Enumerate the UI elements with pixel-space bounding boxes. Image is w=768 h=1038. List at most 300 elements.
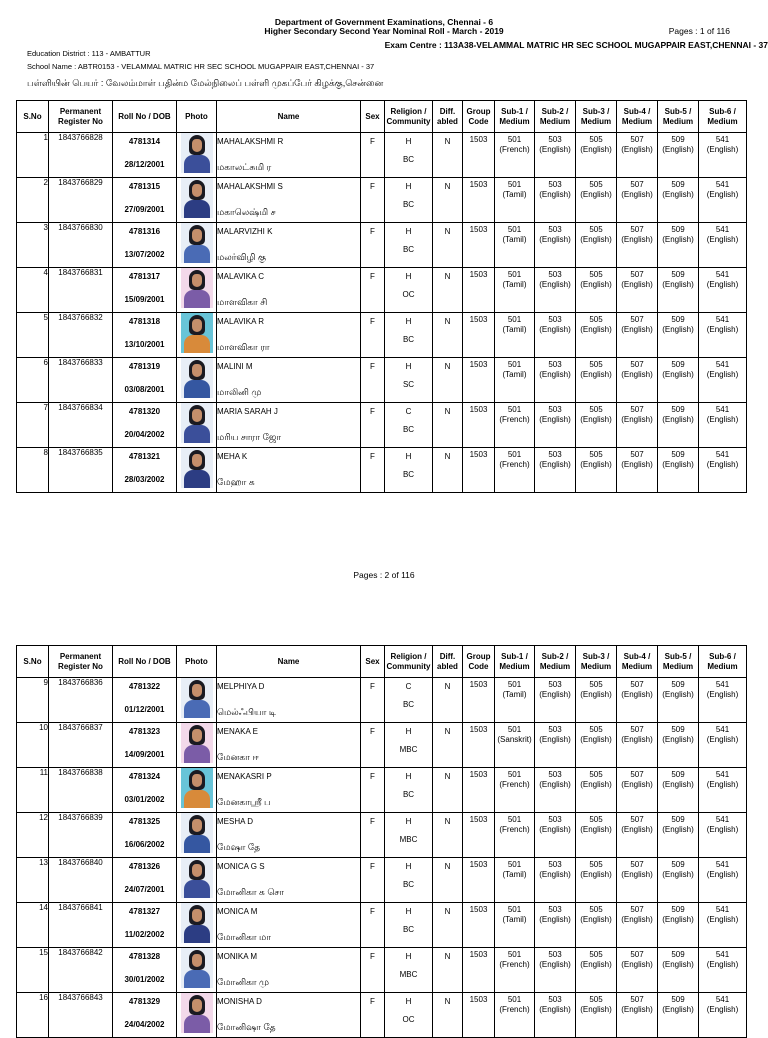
med-text: (English) [662, 370, 694, 379]
photo-cell [177, 313, 217, 358]
sub-2-cell [535, 268, 576, 313]
code-text: 507 [630, 995, 644, 1004]
code-text: 507 [630, 225, 644, 234]
med-text: (English) [706, 780, 739, 789]
code-text: 503 [548, 815, 562, 824]
sx-text: F [370, 997, 375, 1006]
register-no-cell: 1843766835 [49, 448, 113, 493]
student-photo [181, 313, 213, 353]
med-text: (Tamil) [502, 190, 527, 199]
sub-5-cell [658, 313, 699, 358]
dob-text: 27/09/2001 [124, 205, 165, 214]
dob-text: 28/03/2002 [124, 475, 165, 484]
code-text: 503 [548, 225, 562, 234]
student-photo [181, 813, 213, 853]
sub-2-cell [535, 313, 576, 358]
med-text: (English) [621, 235, 653, 244]
sub-5-cell [658, 948, 699, 993]
en-text: MONISHA D [217, 997, 262, 1006]
sub-3-cell [576, 678, 617, 723]
col-photo: Photo [177, 101, 217, 133]
med-text: (Tamil) [502, 370, 527, 379]
roll-text: 4781327 [128, 907, 161, 916]
code-text: 503 [548, 405, 562, 414]
med-text: (English) [662, 690, 694, 699]
df-text: N [444, 362, 451, 371]
en-text: MAHALAKSHMI R [217, 137, 284, 146]
sno-cell: 16 [17, 993, 49, 1038]
code-text: 541 [715, 680, 730, 689]
med-text: (English) [539, 870, 571, 879]
med-text: (English) [706, 415, 739, 424]
en-text: MONIKA M [217, 952, 258, 961]
code-text: 509 [671, 860, 685, 869]
code-text: 503 [548, 905, 562, 914]
med-text: (English) [539, 690, 571, 699]
code-text: 503 [548, 135, 562, 144]
med-text: (English) [662, 960, 694, 969]
student-photo [181, 723, 213, 763]
df-text: N [444, 862, 451, 871]
col-name: Name [217, 101, 361, 133]
med-text: (English) [706, 690, 739, 699]
register-no-cell: 1843766828 [49, 133, 113, 178]
table-row [17, 678, 747, 723]
roll-dob-cell [113, 358, 177, 403]
med-text: (English) [662, 280, 694, 289]
sno-cell: 15 [17, 948, 49, 993]
sub-6-cell [699, 448, 747, 493]
sno-cell: 13 [17, 858, 49, 903]
sno-cell: 3 [17, 223, 49, 268]
dob-text: 13/07/2002 [124, 250, 165, 259]
med-text: (English) [706, 280, 739, 289]
col-sub-2: Sub-2 / Medium [535, 101, 576, 133]
sno-cell: 10 [17, 723, 49, 768]
code-text: 501 [507, 450, 522, 459]
religion-community-cell [385, 903, 433, 948]
name-cell [217, 858, 361, 903]
code-text: 509 [671, 950, 685, 959]
code-text: 501 [507, 950, 522, 959]
name-cell [217, 723, 361, 768]
sub-1-cell [495, 678, 535, 723]
code-text: 501 [507, 315, 522, 324]
code-text: 501 [507, 405, 522, 414]
med-text: (Sanskrit) [497, 735, 532, 744]
med-text: (English) [706, 735, 739, 744]
sub-3-cell [576, 813, 617, 858]
med-text: (English) [580, 870, 612, 879]
col-group-code: Group Code [463, 101, 495, 133]
col-sub-6: Sub-6 / Medium [699, 646, 747, 678]
sno-cell: 5 [17, 313, 49, 358]
gc-text: 1503 [469, 905, 488, 914]
sub-6-cell [699, 223, 747, 268]
group-code-cell [463, 903, 495, 948]
med-text: (English) [706, 825, 739, 834]
student-photo [181, 448, 213, 488]
group-code-cell [463, 858, 495, 903]
med-text: (English) [621, 280, 653, 289]
sub-1-cell [495, 993, 535, 1038]
dob-text: 11/02/2002 [124, 930, 165, 939]
med-text: (English) [539, 145, 571, 154]
sno-cell: 1 [17, 133, 49, 178]
med-text: (English) [662, 915, 694, 924]
photo-cell [177, 448, 217, 493]
sub-6-cell [699, 358, 747, 403]
sub-1-cell [495, 223, 535, 268]
med-text: (English) [621, 870, 653, 879]
gc-text: 1503 [469, 995, 488, 1004]
sub-4-cell [617, 178, 658, 223]
sub-5-cell [658, 678, 699, 723]
sub-1-cell [495, 268, 535, 313]
student-photo [181, 178, 213, 218]
sex-cell [361, 948, 385, 993]
religion-community-cell [385, 448, 433, 493]
group-code-cell [463, 678, 495, 723]
religion-community-cell [385, 858, 433, 903]
exam-centre: Exam Centre : 113A38-VELAMMAL MATRIC HR SEC SCHOOL MUGAPPAIR EAST,CHENNAI - 37 [384, 40, 768, 50]
roll-text: 4781314 [128, 137, 161, 146]
sub-4-cell [617, 723, 658, 768]
register-no-cell: 1843766831 [49, 268, 113, 313]
sx-text: F [370, 817, 375, 826]
table-row [17, 313, 747, 358]
med-text: (Tamil) [502, 870, 527, 879]
code-text: 509 [671, 315, 685, 324]
sx-text: F [370, 182, 375, 191]
photo-cell [177, 268, 217, 313]
med-text: (French) [499, 825, 530, 834]
code-text: 541 [715, 360, 730, 369]
code-text: 503 [548, 680, 562, 689]
sex-cell [361, 813, 385, 858]
register-no-cell: 1843766842 [49, 948, 113, 993]
code-text: 501 [507, 995, 522, 1004]
sub-4-cell [617, 768, 658, 813]
code-text: 505 [589, 680, 603, 689]
student-photo [181, 358, 213, 398]
med-text: (English) [621, 780, 653, 789]
group-code-cell [463, 178, 495, 223]
sx-text: F [370, 407, 375, 416]
med-text: (English) [539, 915, 571, 924]
en-text: MONICA G S [217, 862, 265, 871]
photo-cell [177, 403, 217, 448]
ta-text: மேஷா தே [217, 842, 261, 852]
diff-abled-cell [433, 313, 463, 358]
code-text: 503 [548, 950, 562, 959]
code-text: 503 [548, 315, 562, 324]
diff-abled-cell [433, 678, 463, 723]
code-text: 541 [715, 950, 730, 959]
roll-text: 4781317 [128, 272, 161, 281]
roll-text: 4781316 [128, 227, 161, 236]
dob-text: 28/12/2001 [124, 160, 165, 169]
code-text: 507 [630, 770, 644, 779]
med-text: (English) [580, 280, 612, 289]
sub-4-cell [617, 678, 658, 723]
roll-dob-cell [113, 313, 177, 358]
med-text: (Tamil) [502, 915, 527, 924]
sub-3-cell [576, 948, 617, 993]
com-text: MBC [399, 835, 418, 844]
sub-3-cell [576, 268, 617, 313]
education-district: Education District : 113 - AMBATTUR [27, 49, 151, 58]
ta-text: மகாலட்சுமி ர [217, 162, 272, 172]
df-text: N [444, 772, 451, 781]
dob-text: 30/01/2002 [124, 975, 165, 984]
sub-1-cell [495, 133, 535, 178]
med-text: (English) [621, 145, 653, 154]
name-cell [217, 678, 361, 723]
en-text: MALARVIZHI K [217, 227, 273, 236]
med-text: (English) [539, 370, 571, 379]
code-text: 509 [671, 725, 685, 734]
col-sub-4: Sub-4 / Medium [617, 101, 658, 133]
group-code-cell [463, 313, 495, 358]
col-sex: Sex [361, 646, 385, 678]
religion-community-cell [385, 313, 433, 358]
roll-text: 4781321 [128, 452, 161, 461]
religion-community-cell [385, 178, 433, 223]
sub-4-cell [617, 133, 658, 178]
code-text: 507 [630, 450, 644, 459]
sub-5-cell [658, 268, 699, 313]
sub-3-cell [576, 133, 617, 178]
gc-text: 1503 [469, 950, 488, 959]
diff-abled-cell [433, 223, 463, 268]
df-text: N [444, 817, 451, 826]
group-code-cell [463, 403, 495, 448]
code-text: 507 [630, 725, 644, 734]
sub-6-cell [699, 133, 747, 178]
sub-3-cell [576, 723, 617, 768]
sno-cell: 8 [17, 448, 49, 493]
roll-text: 4781325 [128, 817, 161, 826]
com-text: BC [402, 155, 415, 164]
name-cell [217, 993, 361, 1038]
rel-text: H [405, 182, 412, 191]
code-text: 541 [715, 450, 730, 459]
table-row [17, 768, 747, 813]
sub-1-cell [495, 948, 535, 993]
col-group-code: Group Code [463, 646, 495, 678]
sub-1-cell [495, 858, 535, 903]
table-row [17, 903, 747, 948]
name-cell [217, 178, 361, 223]
table-row [17, 403, 747, 448]
roll-dob-cell [113, 903, 177, 948]
name-cell [217, 358, 361, 403]
dob-text: 01/12/2001 [124, 705, 165, 714]
med-text: (English) [539, 780, 571, 789]
sx-text: F [370, 952, 375, 961]
diff-abled-cell [433, 723, 463, 768]
religion-community-cell [385, 813, 433, 858]
med-text: (English) [706, 460, 739, 469]
group-code-cell [463, 993, 495, 1038]
sub-1-cell [495, 723, 535, 768]
code-text: 503 [548, 725, 562, 734]
gc-text: 1503 [469, 405, 488, 414]
df-text: N [444, 407, 451, 416]
code-text: 509 [671, 135, 685, 144]
code-text: 541 [715, 995, 730, 1004]
department-title: Department of Government Examinations, Chennai - 6 [274, 17, 494, 27]
sex-cell [361, 858, 385, 903]
code-text: 509 [671, 180, 685, 189]
student-photo [181, 133, 213, 173]
ta-text: மலர்விழி கு [217, 252, 266, 262]
med-text: (English) [580, 235, 612, 244]
student-photo [181, 268, 213, 308]
table-row [17, 948, 747, 993]
df-text: N [444, 137, 451, 146]
code-text: 503 [548, 270, 562, 279]
rel-text: H [405, 907, 412, 916]
student-photo [181, 948, 213, 988]
roll-dob-cell [113, 768, 177, 813]
med-text: (English) [621, 915, 653, 924]
code-text: 541 [715, 725, 730, 734]
code-text: 503 [548, 995, 562, 1004]
sno-cell: 14 [17, 903, 49, 948]
med-text: (French) [499, 960, 530, 969]
code-text: 509 [671, 405, 685, 414]
en-text: MENAKA E [217, 727, 258, 736]
sex-cell [361, 223, 385, 268]
page-counter-2: Pages : 2 of 116 [353, 570, 415, 580]
col-sub-4: Sub-4 / Medium [617, 646, 658, 678]
sub-6-cell [699, 723, 747, 768]
sx-text: F [370, 272, 375, 281]
school-name-tamil: பள்ளியின் பெயர் : வேலம்மாள் பதின்ம மேல்நிலைப் பள்ளி முகப்பேர் கிழக்கு,சென்னை [27, 78, 384, 88]
sub-6-cell [699, 403, 747, 448]
code-text: 507 [630, 905, 644, 914]
photo-cell [177, 768, 217, 813]
gc-text: 1503 [469, 770, 488, 779]
sub-6-cell [699, 813, 747, 858]
sex-cell [361, 133, 385, 178]
rel-text: H [405, 772, 412, 781]
diff-abled-cell [433, 133, 463, 178]
code-text: 501 [507, 270, 522, 279]
rel-text: H [405, 952, 412, 961]
com-text: OC [402, 1015, 415, 1024]
sub-3-cell [576, 768, 617, 813]
med-text: (English) [539, 825, 571, 834]
med-text: (English) [662, 460, 694, 469]
gc-text: 1503 [469, 450, 488, 459]
sub-1-cell [495, 768, 535, 813]
photo-cell [177, 948, 217, 993]
roll-text: 4781324 [128, 772, 161, 781]
table-header-row [17, 646, 747, 678]
ta-text: மாளவிகா ரா [217, 342, 270, 352]
register-no-cell: 1843766830 [49, 223, 113, 268]
med-text: (English) [539, 735, 571, 744]
table-row [17, 358, 747, 403]
code-text: 505 [589, 270, 603, 279]
sub-2-cell [535, 948, 576, 993]
code-text: 505 [589, 905, 603, 914]
rel-text: H [405, 362, 412, 371]
sub-5-cell [658, 178, 699, 223]
sub-3-cell [576, 178, 617, 223]
code-text: 509 [671, 815, 685, 824]
col-sub-2: Sub-2 / Medium [535, 646, 576, 678]
register-no-cell: 1843766833 [49, 358, 113, 403]
code-text: 541 [715, 815, 730, 824]
group-code-cell [463, 813, 495, 858]
sub-5-cell [658, 723, 699, 768]
student-photo [181, 223, 213, 263]
diff-abled-cell [433, 403, 463, 448]
sub-4-cell [617, 223, 658, 268]
ta-text: மோனிஷா தே [217, 1022, 276, 1032]
roll-dob-cell [113, 948, 177, 993]
gc-text: 1503 [469, 815, 488, 824]
med-text: (English) [580, 145, 612, 154]
med-text: (English) [706, 235, 739, 244]
sub-3-cell [576, 858, 617, 903]
med-text: (English) [580, 915, 612, 924]
col-sno: S.No [17, 101, 49, 133]
dob-text: 13/10/2001 [124, 340, 165, 349]
photo-cell [177, 993, 217, 1038]
name-cell [217, 903, 361, 948]
code-text: 503 [548, 360, 562, 369]
roll-dob-cell [113, 178, 177, 223]
code-text: 501 [507, 725, 522, 734]
roll-dob-cell [113, 133, 177, 178]
en-text: MALAVIKA R [217, 317, 264, 326]
sub-1-cell [495, 358, 535, 403]
diff-abled-cell [433, 903, 463, 948]
en-text: MALAVIKA C [217, 272, 264, 281]
gc-text: 1503 [469, 315, 488, 324]
roll-dob-cell [113, 223, 177, 268]
nominal-roll-table-page-2 [16, 645, 747, 1038]
sub-4-cell [617, 993, 658, 1038]
sex-cell [361, 403, 385, 448]
com-text: BC [402, 245, 415, 254]
roll-text: 4781323 [128, 727, 161, 736]
med-text: (English) [621, 960, 653, 969]
register-no-cell: 1843766832 [49, 313, 113, 358]
com-text: BC [402, 925, 415, 934]
gc-text: 1503 [469, 725, 488, 734]
nominal-roll-table-page-1 [16, 100, 747, 493]
code-text: 541 [715, 180, 730, 189]
sx-text: F [370, 137, 375, 146]
sub-4-cell [617, 948, 658, 993]
ta-text: மெல்ஃபியா டி [217, 707, 277, 717]
roll-dob-cell [113, 813, 177, 858]
photo-cell [177, 133, 217, 178]
med-text: (English) [580, 415, 612, 424]
sub-4-cell [617, 358, 658, 403]
photo-cell [177, 813, 217, 858]
med-text: (English) [706, 1005, 739, 1014]
med-text: (English) [580, 960, 612, 969]
sub-6-cell [699, 313, 747, 358]
col-sub-1: Sub-1 / Medium [495, 646, 535, 678]
